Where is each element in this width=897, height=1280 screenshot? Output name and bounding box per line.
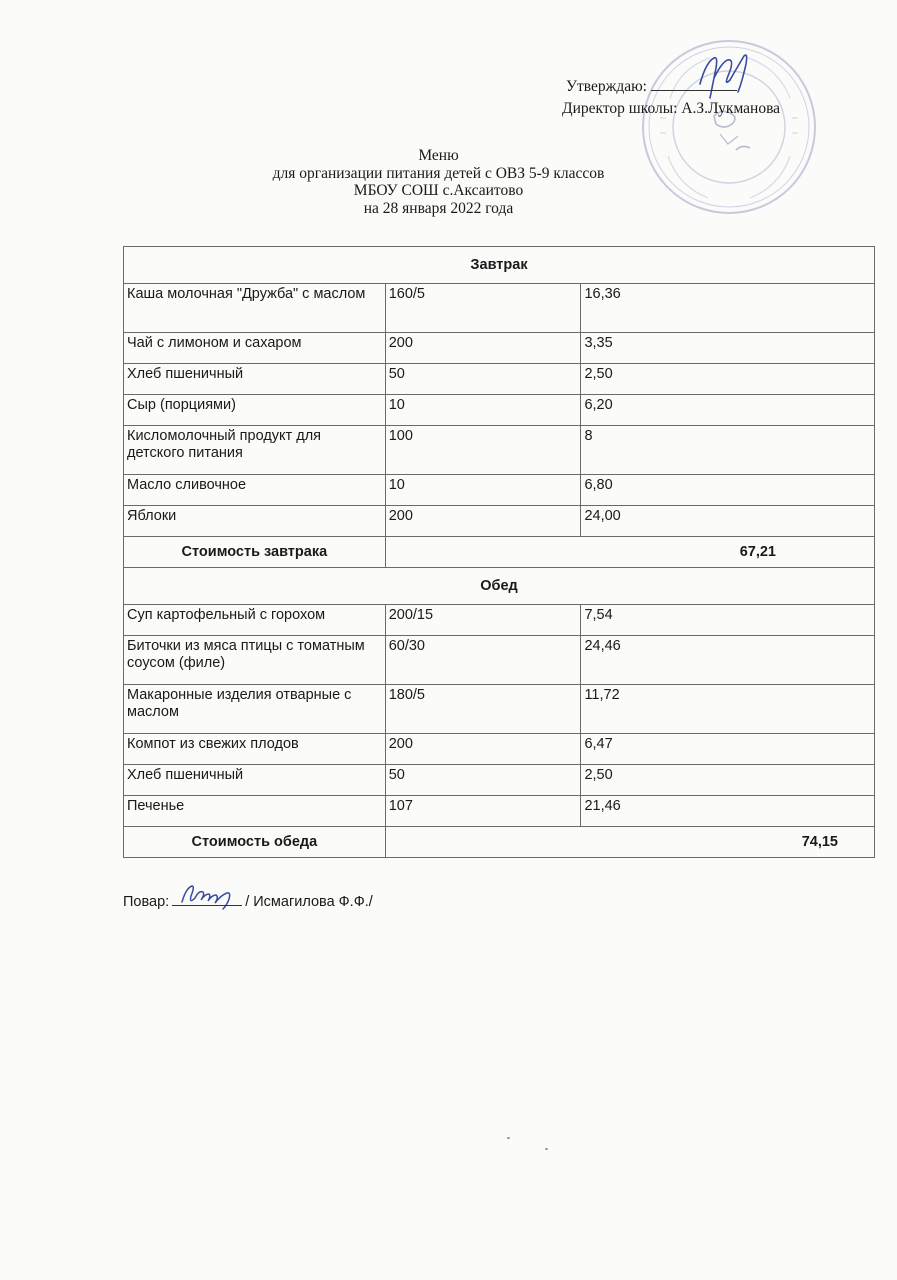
- lunch-total-label: Стоимость обеда: [124, 827, 386, 858]
- dish-portion: 200: [385, 734, 581, 765]
- director-line: Директор школы: А.З.Лукманова: [562, 100, 781, 117]
- dish-price: 3,35: [581, 333, 875, 364]
- dish-portion: 200: [385, 333, 581, 364]
- table-row: [124, 685, 875, 734]
- title-line-1: Меню: [418, 147, 459, 164]
- dish-portion: 10: [385, 395, 581, 426]
- dish-name: Каша молочная "Дружба" с маслом: [124, 284, 386, 333]
- dish-name: Суп картофельный с горохом: [124, 605, 386, 636]
- breakfast-total-label: Стоимость завтрака: [124, 537, 386, 568]
- dish-portion: 60/30: [385, 636, 581, 685]
- dish-price: 8: [581, 426, 875, 475]
- dish-name: Кисломолочный продукт для детского питания: [124, 426, 386, 475]
- cook-line: [123, 893, 373, 910]
- signature-blank: [651, 78, 737, 91]
- dish-name: Яблоки: [124, 506, 386, 537]
- dish-name: Сыр (порциями): [124, 395, 386, 426]
- title-line-3: МБОУ СОШ с.Аксаитово: [353, 182, 524, 199]
- dish-name: Макаронные изделия отварные с маслом: [124, 685, 386, 734]
- cook-name: / Исмагилова Ф.Ф./: [245, 894, 373, 910]
- dish-price: 16,36: [581, 284, 875, 333]
- table-row: [124, 395, 875, 426]
- dish-price: 7,54: [581, 605, 875, 636]
- table-row: [124, 605, 875, 636]
- section-heading-breakfast: Завтрак: [124, 247, 875, 284]
- dish-portion: 100: [385, 426, 581, 475]
- title-line-4: на 28 января 2022 года: [363, 199, 514, 217]
- table-row: [124, 765, 875, 796]
- dish-portion: 200: [385, 506, 581, 537]
- dish-portion: 160/5: [385, 284, 581, 333]
- total-row-breakfast: [124, 537, 875, 568]
- approval-label-line: [566, 78, 737, 96]
- dish-portion: 180/5: [385, 685, 581, 734]
- dish-portion: 200/15: [385, 605, 581, 636]
- table-row: [124, 475, 875, 506]
- dish-price: 2,50: [581, 364, 875, 395]
- table-row: [124, 426, 875, 475]
- section-heading-lunch: Обед: [124, 568, 875, 605]
- dish-portion: 10: [385, 475, 581, 506]
- table-row: [124, 734, 875, 765]
- title-line-2: для организации питания детей с ОВЗ 5-9 классов: [272, 164, 605, 182]
- total-row-lunch: [124, 827, 875, 858]
- menu-table: [123, 246, 875, 858]
- dish-price: 6,20: [581, 395, 875, 426]
- table-row: [124, 636, 875, 685]
- dish-name: Хлеб пшеничный: [124, 765, 386, 796]
- dish-price: 6,80: [581, 475, 875, 506]
- dish-name: Чай с лимоном и сахаром: [124, 333, 386, 364]
- table-row: [124, 284, 875, 333]
- dish-name: Хлеб пшеничный: [124, 364, 386, 395]
- dish-price: 21,46: [581, 796, 875, 827]
- dish-price: 11,72: [581, 685, 875, 734]
- dish-price: 6,47: [581, 734, 875, 765]
- dish-portion: 50: [385, 364, 581, 395]
- breakfast-total-value: 67,21: [385, 537, 874, 568]
- dish-price: 24,00: [581, 506, 875, 537]
- dish-name: Компот из свежих плодов: [124, 734, 386, 765]
- lunch-total-value: 74,15: [385, 827, 874, 858]
- table-row: [124, 333, 875, 364]
- dish-portion: 107: [385, 796, 581, 827]
- dish-price: 24,46: [581, 636, 875, 685]
- scan-speck: [507, 1137, 510, 1139]
- scan-speck: [545, 1148, 548, 1150]
- dish-portion: 50: [385, 765, 581, 796]
- cook-signature-blank: [172, 893, 242, 906]
- dish-name: Биточки из мяса птицы с томатным соусом (филе): [124, 636, 386, 685]
- cook-label: Повар:: [123, 894, 170, 910]
- approval-label: Утверждаю:: [566, 78, 647, 95]
- table-row: [124, 506, 875, 537]
- document-title: [0, 147, 897, 217]
- table-row: [124, 796, 875, 827]
- dish-price: 2,50: [581, 765, 875, 796]
- table-row: [124, 364, 875, 395]
- dish-name: Печенье: [124, 796, 386, 827]
- dish-name: Масло сливочное: [124, 475, 386, 506]
